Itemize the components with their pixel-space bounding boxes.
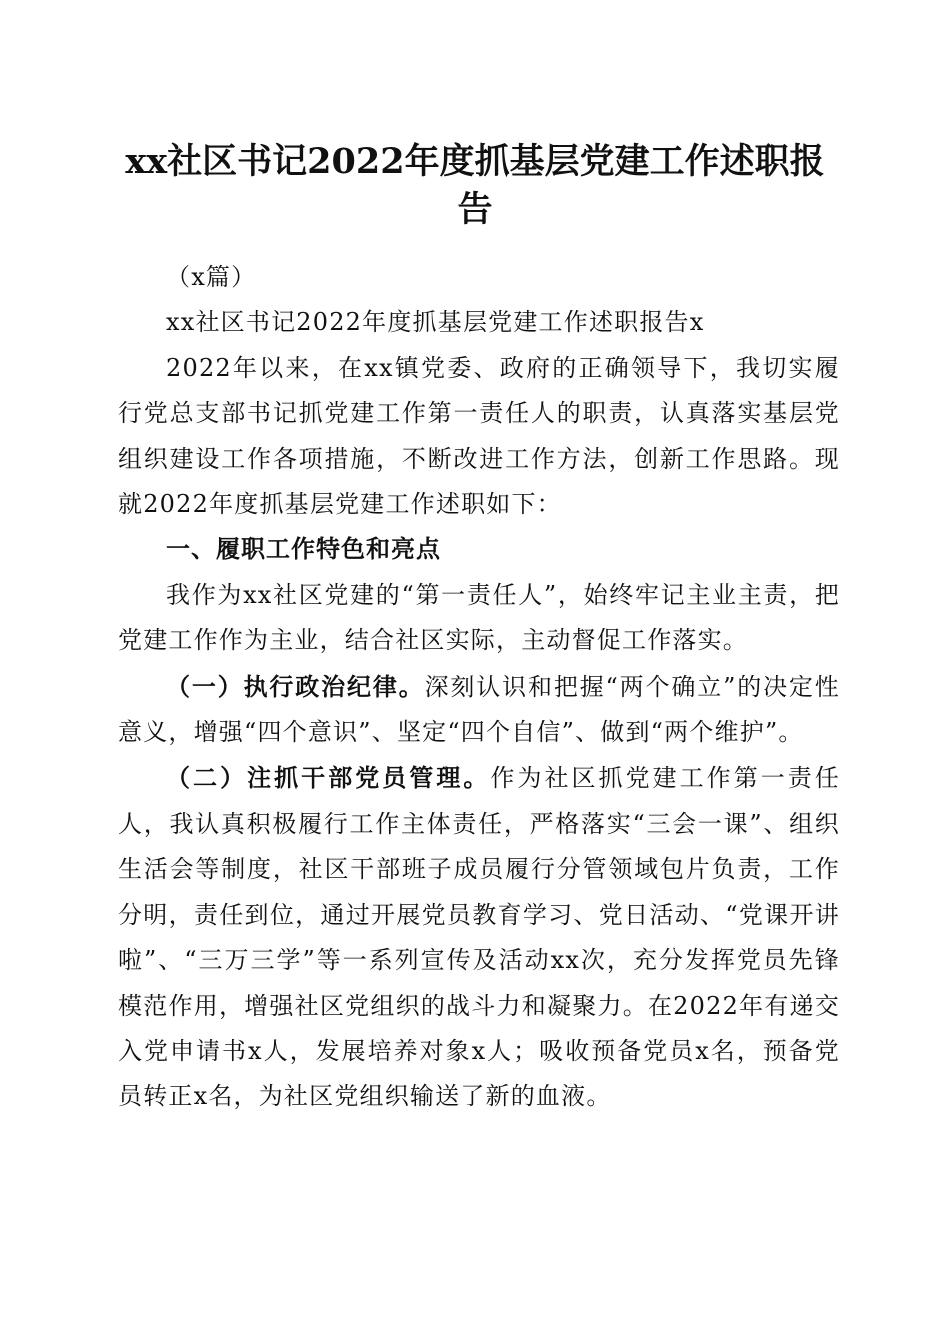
item-lead: （二）注抓干部党员管理。 (166, 763, 491, 793)
item-lead: （一）执行政治纪律。 (166, 671, 425, 701)
item-paragraph (118, 755, 840, 1119)
document-body (118, 255, 840, 1120)
intro-paragraph: 2022年以来，在xx镇党委、政府的正确领导下，我切实履行党总支部书记抓党建工作第一责任人的职责，认真落实基层党组织建设工作各项措施，不断改进工作方法，创新工作思路。现就2022年度抓基层党建工作述职如下： (118, 353, 840, 519)
item-text: 深刻认识和把握“两个确立”的决定性意义，增强“四个意识”、坚定“四个自信”、做到“两个维护”。 (118, 672, 840, 747)
item-paragraph (118, 664, 840, 756)
subtitle-tag: （x篇） (166, 263, 257, 291)
subtitle: xx社区书记2022年度抓基层党建工作述职报告x (166, 308, 705, 337)
item-text: 作为社区抓党建工作第一责任人，我认真积极履行工作主体责任，严格落实“三会一课”、组织生活会等制度，社区干部班子成员履行分管领域包片负责，工作分明，责任到位，通过开展党员教育学习、党日活动、“党课开讲啦”、“三万三学”等一系列宣传及活动xx次，充分发挥党员先锋模范作用，增强社区党组织的战斗力和凝聚力。在2022年有递交入党申请书x人，发展培养对象x人；吸收预备党员x名，预备党员转正x名，为社区党组织输送了新的血液。 (118, 764, 840, 1111)
section-intro-paragraph: 我作为xx社区党建的“第一责任人”，始终牢记主业主责，把党建工作作为主业，结合社区实际，主动督促工作落实。 (118, 580, 840, 655)
document-title: xx社区书记2022年度抓基层党建工作述职报告 (125, 141, 825, 230)
section-heading: 一、履职工作特色和亮点 (166, 535, 441, 564)
